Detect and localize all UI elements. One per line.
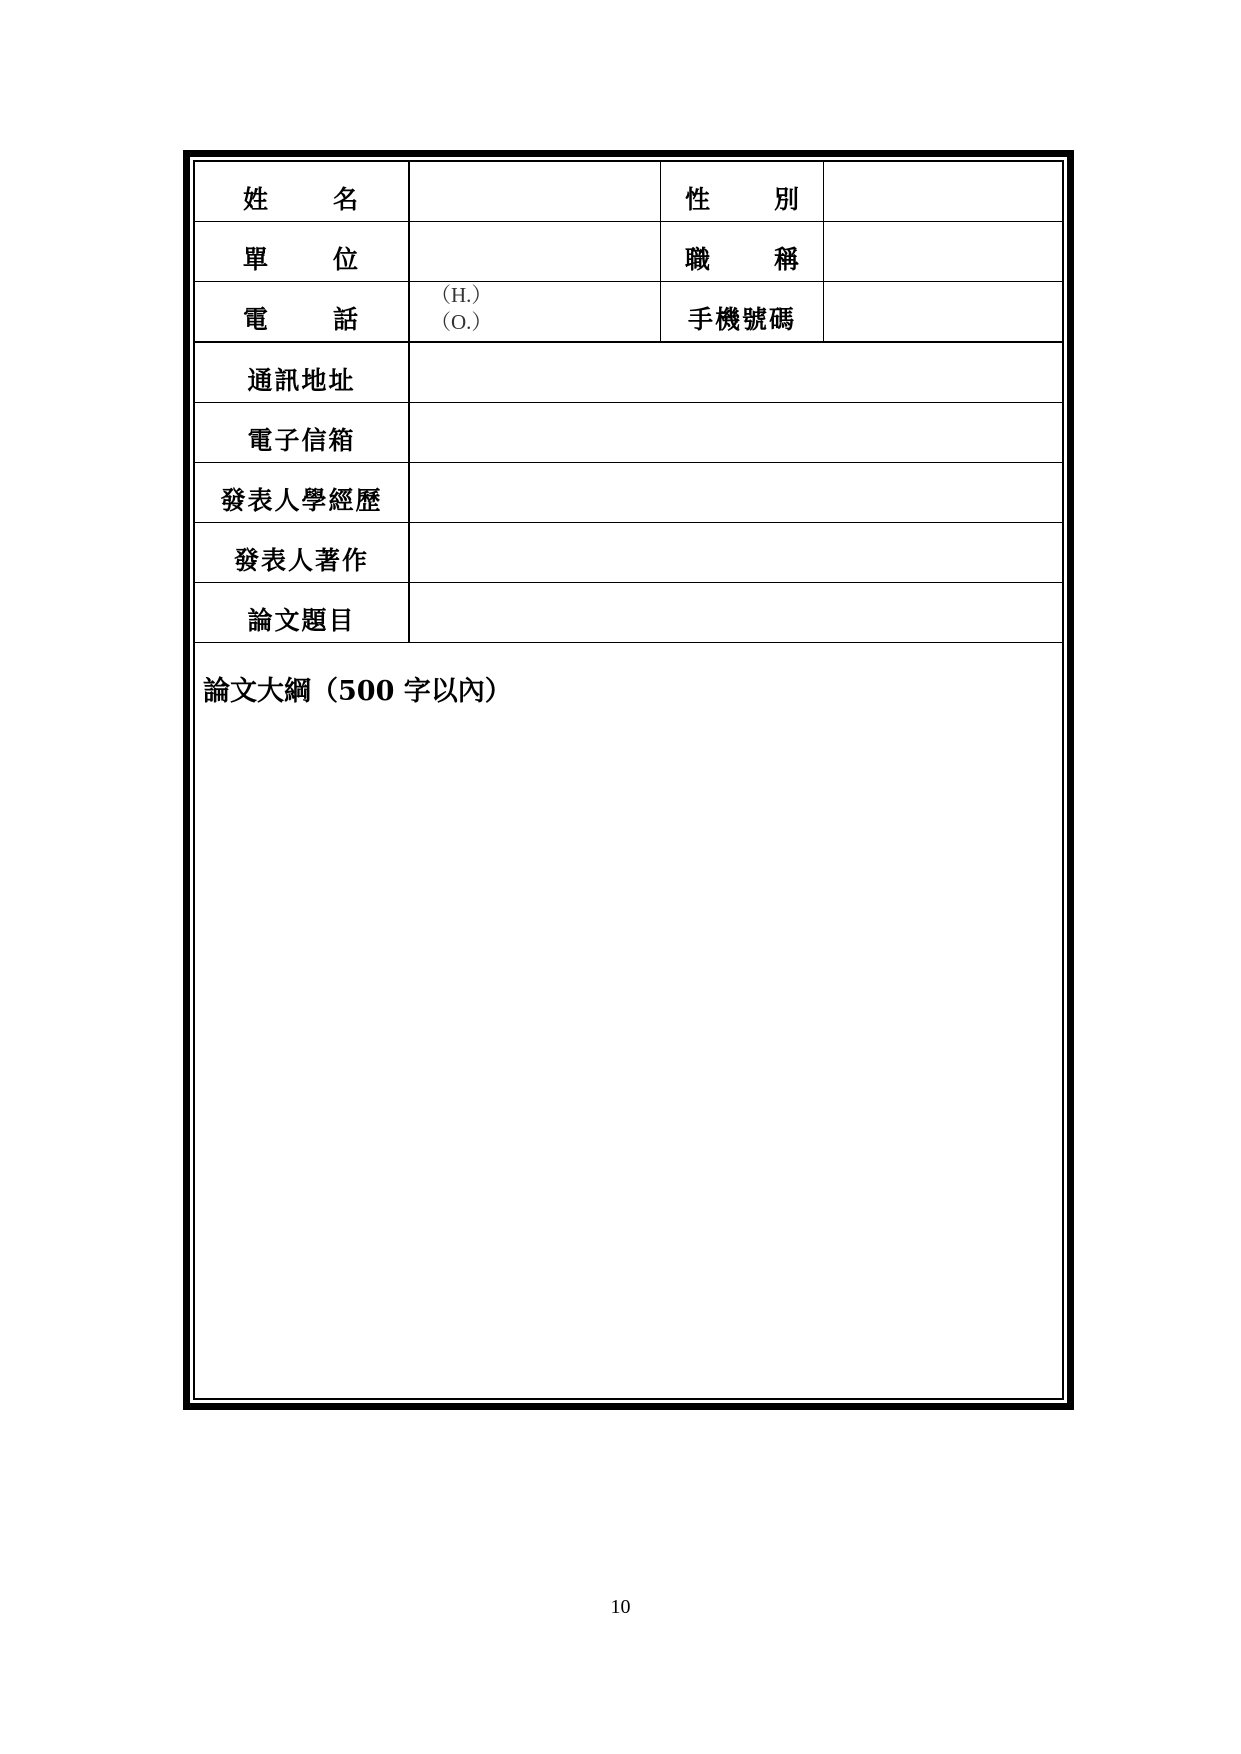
- address-label: 通訊地址: [247, 366, 356, 395]
- unit-value-field[interactable]: [410, 222, 661, 281]
- job-title-value-field[interactable]: [824, 222, 1062, 281]
- name-value-field[interactable]: [410, 162, 661, 221]
- education-label-cell: [195, 463, 410, 522]
- application-form-table: [193, 160, 1064, 1400]
- email-value-field[interactable]: [410, 403, 1062, 462]
- abstract-label: 論文大綱（500 字以內）: [203, 676, 512, 707]
- phone-label-cell: [195, 282, 410, 341]
- email-label: 電子信箱: [247, 426, 356, 455]
- paper-title-label-cell: [195, 583, 410, 642]
- name-label-char2: 名: [332, 185, 358, 214]
- paper-title-label: 論文題目: [247, 606, 356, 635]
- application-form-frame: [183, 150, 1074, 1410]
- address-label-cell: [195, 343, 410, 402]
- row-email: [195, 403, 1062, 463]
- mobile-label: 手機號碼: [687, 305, 796, 334]
- address-value-field[interactable]: [410, 343, 1062, 402]
- education-value-field[interactable]: [410, 463, 1062, 522]
- row-phone-mobile: [195, 282, 1062, 343]
- name-label-cell: [195, 162, 410, 221]
- name-label-char1: 姓: [243, 185, 269, 214]
- paper-title-value-field[interactable]: [410, 583, 1062, 642]
- gender-label-cell: [661, 162, 824, 221]
- email-label-cell: [195, 403, 410, 462]
- unit-label-char2: 位: [332, 245, 358, 274]
- row-paper-title: [195, 583, 1062, 643]
- row-unit-title: [195, 222, 1062, 282]
- mobile-value-field[interactable]: [824, 282, 1062, 341]
- row-name-gender: [195, 162, 1062, 222]
- abstract-area[interactable]: [195, 643, 1062, 1398]
- row-education: [195, 463, 1062, 523]
- job-title-label-char2: 稱: [773, 245, 799, 274]
- publications-label-cell: [195, 523, 410, 582]
- unit-label-cell: [195, 222, 410, 281]
- row-publications: [195, 523, 1062, 583]
- education-label: 發表人學經歷: [220, 486, 383, 515]
- gender-value-field[interactable]: [824, 162, 1062, 221]
- phone-label-char2: 話: [332, 305, 358, 334]
- gender-label-char1: 性: [685, 185, 711, 214]
- phone-value-field[interactable]: [410, 282, 661, 341]
- unit-label-char1: 單: [243, 245, 269, 274]
- phone-home-label: （H.）: [430, 283, 493, 307]
- row-address: [195, 343, 1062, 403]
- phone-office-label: （O.）: [430, 310, 493, 334]
- mobile-label-cell: [661, 282, 824, 341]
- job-title-label-char1: 職: [685, 245, 711, 274]
- gender-label-char2: 別: [773, 185, 799, 214]
- job-title-label-cell: [661, 222, 824, 281]
- phone-label-char1: 電: [243, 305, 269, 334]
- page-number: 10: [610, 1596, 631, 1618]
- publications-value-field[interactable]: [410, 523, 1062, 582]
- publications-label: 發表人著作: [233, 546, 369, 575]
